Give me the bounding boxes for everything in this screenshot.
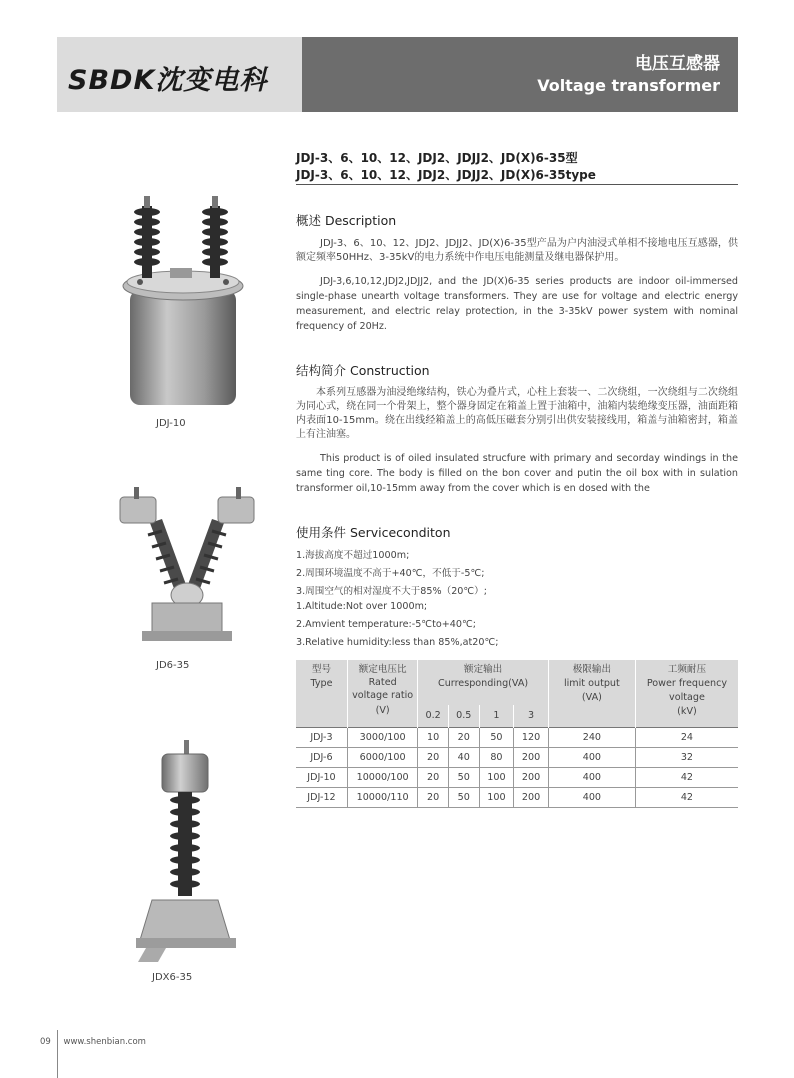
construction-heading: 结构简介 Construction bbox=[296, 363, 430, 378]
col-output-header: 额定输出 Curresponding(VA) bbox=[418, 660, 549, 705]
table-row: JDJ-3 3000/100 10 20 50 120 240 24 bbox=[296, 727, 738, 747]
table-row: JDJ-12 10000/110 20 50 100 200 400 42 bbox=[296, 787, 738, 807]
service-heading: 使用条件 Serviceconditon bbox=[296, 525, 451, 540]
col-class-header: 3 bbox=[514, 705, 549, 727]
description-en: JDJ-3,6,10,12,JDJ2,JDJJ2, and the JD(X)6-35 series products are indoor oil-immersed single-phase unearth voltage transformers. They are use for voltage and electric energy measurement, and electric relay protection, in the 3-35kV power system with nominal frequency of 20Hz. bbox=[296, 276, 738, 332]
service-item: 2.Amvient temperature:-5℃to+40℃; bbox=[296, 619, 476, 630]
description-heading: 概述 Description bbox=[296, 213, 397, 228]
caption-jd6-35: JD6-35 bbox=[156, 660, 190, 671]
service-item: 1.Altitude:Not over 1000m; bbox=[296, 601, 428, 612]
jd6-35-product-image bbox=[112, 483, 262, 655]
page-title-cn: 电压互感器 bbox=[635, 54, 720, 74]
col-class-header: 0.2 bbox=[418, 705, 449, 727]
construction-en: This product is of oiled insulated strucfure with primary and secorday windings in the same ting core. The body is filled on the bon cover and putin the oil box with in sulation transformer oil,10-15mm away from the cover which is en dosed with the bbox=[296, 453, 738, 494]
jdx6-35-product-image bbox=[132, 740, 242, 965]
page-title-en: Voltage transformer bbox=[537, 76, 720, 95]
footer-url: www.shenbian.com bbox=[63, 1037, 146, 1047]
model-line-en: JDJ-3、6、10、12、JDJ2、JDJJ2、JD(X)6-35type bbox=[296, 168, 596, 182]
col-type-header: 型号 Type bbox=[296, 660, 347, 727]
spec-table bbox=[296, 660, 738, 808]
caption-jdx6-35: JDX6-35 bbox=[152, 972, 193, 983]
service-item: 2.周围环境温度不高于+40℃，不低于-5℃; bbox=[296, 568, 485, 579]
table-row: JDJ-10 10000/100 20 50 100 200 400 42 bbox=[296, 767, 738, 787]
company-logo: SBDK沈变电科 bbox=[68, 65, 268, 96]
col-limit-header: 极限输出 limit output (VA) bbox=[548, 660, 635, 727]
service-item: 3.周围空气的相对湿度不大于85%（20℃）; bbox=[296, 586, 488, 597]
col-class-header: 1 bbox=[479, 705, 514, 727]
service-item: 3.Relative humidity:less than 85%,at20℃; bbox=[296, 637, 499, 648]
description-cn: JDJ-3、6、10、12、JDJ2、JDJJ2、JD(X)6-35型产品为户内油浸式单相不接地电压互感器，供额定频率50HHz、3-35kV的电力系统中作电压电能测量及继电器保护用。 bbox=[296, 238, 738, 263]
col-class-header: 0.5 bbox=[448, 705, 479, 727]
jdj-10-product-image bbox=[118, 190, 248, 410]
model-line-cn: JDJ-3、6、10、12、JDJ2、JDJJ2、JD(X)6-35型 bbox=[296, 151, 578, 165]
page-number: 09 bbox=[40, 1037, 51, 1047]
caption-jdj-10: JDJ-10 bbox=[156, 418, 186, 429]
construction-cn: 本系列互感器为油浸绝缘结构，铁心为叠片式，心柱上套装一、二次绕组，一次绕组与二次绕组为同心式，绕在同一个骨架上，整个器身固定在箱盖上置于油箱中，油箱内装绝缘变压器，油面距箱内表面10-15mm。绕在出线经箱盖上的高低压磁套分别引出供安装接线用，箱盖与油箱密封，箱盖上有注油塞。 bbox=[296, 387, 738, 440]
footer bbox=[40, 1037, 146, 1047]
service-item: 1.海拔高度不超过1000m; bbox=[296, 550, 410, 561]
heading-divider bbox=[296, 184, 738, 185]
col-ratio-header: 额定电压比 Rated voltage ratio (V) bbox=[347, 660, 417, 727]
col-freq-header: 工频耐压 Power frequency voltage (kV) bbox=[635, 660, 738, 727]
table-row: JDJ-6 6000/100 20 40 80 200 400 32 bbox=[296, 747, 738, 767]
